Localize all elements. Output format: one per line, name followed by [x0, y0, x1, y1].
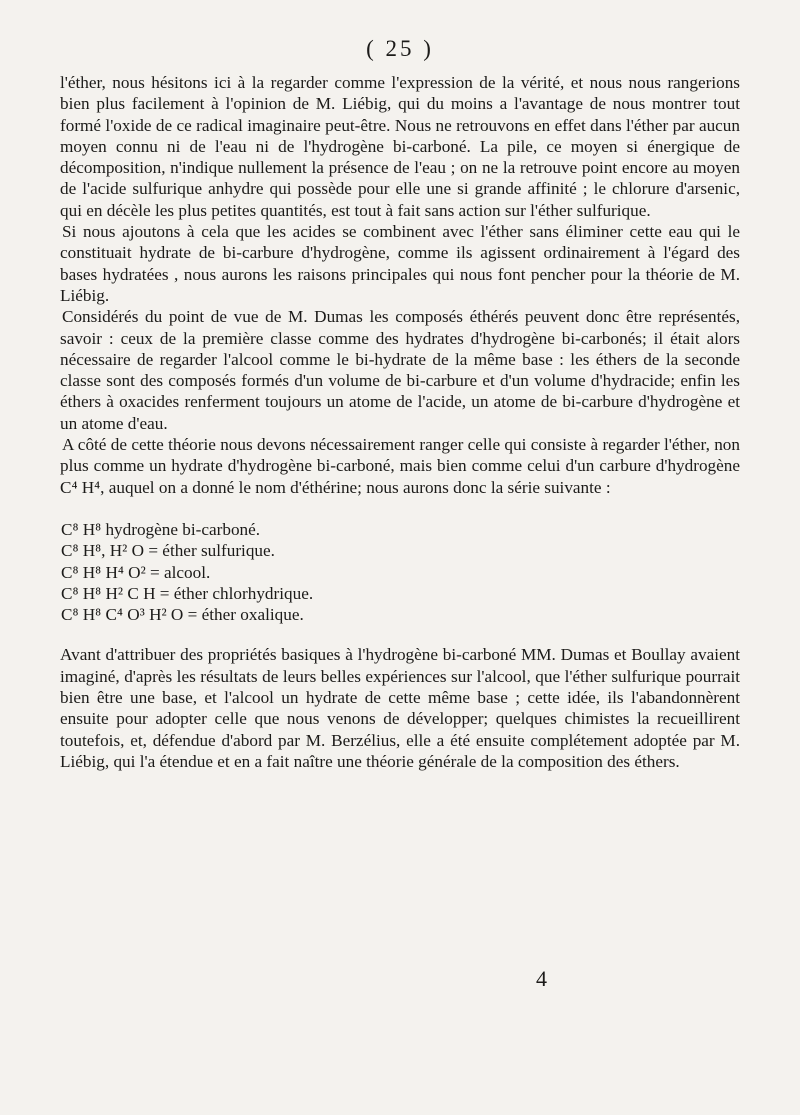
formula-line: C⁸ H⁸ H² C H = éther chlorhydrique.: [61, 583, 314, 603]
formula-line: C⁸ H⁸ hydrogène bi-carboné.: [61, 519, 261, 539]
body-text: [60, 72, 740, 772]
formula-line: C⁸ H⁸ H⁴ O² = alcool.: [61, 562, 211, 582]
page-number: ( 25 ): [366, 36, 434, 61]
signature-mark: 4: [536, 966, 547, 991]
formula-line: C⁸ H⁸, H² O = éther sulfurique.: [61, 541, 275, 561]
formula-line: C⁸ H⁸ C⁴ O³ H² O = éther oxalique.: [61, 605, 304, 625]
formula-list: [60, 519, 740, 625]
paragraph: l'éther, nous hésitons ici à la regarder comme l'expression de la vérité, et nous nous rangerions bien plus facilement à l'opinion de M. Liébig, qui du moins a l'avantage de nous montrer tout formé l'oxide de ce radical imaginaire peut-être. Nous ne retrouvons en effet dans l'éther par aucun moyen connu ni de l'eau ni de l'hydrogène bi-carboné. La pile, ce moyen si énergique de décomposition, n'indique nullement la présence de l'eau ; on ne la retrouve point encore au moyen de l'acide sulfurique anhydre qui possède pour elle une si grande affinité ; le chlorure d'arsenic, qui en décèle les plus petites quantités, est tout à fait sans action sur l'éther sulfurique.: [60, 73, 740, 220]
paragraph: Si nous ajoutons à cela que les acides se combinent avec l'éther sans éliminer cette eau qui le constituait hydrate de bi-carbure d'hydrogène, comme ils agissent ordinairement à l'égard des bases hydratées , nous aurons les raisons principales qui nous font pencher pour la théorie de M. Liébig.: [60, 222, 740, 305]
paragraph: Avant d'attribuer des propriétés basiques à l'hydrogène bi-carboné MM. Dumas et Boullay avaient imaginé, d'après les résultats de leurs belles expériences sur l'alcool, que l'éther sulfurique pourrait bien être une base, et l'alcool un hydrate de cette même base ; cette idée, ils l'abandonnèrent ensuite pour adopter celle que nous venons de développer; quelques chimistes la recueillirent toutefois, et, défendue d'abord par M. Berzélius, elle a été ensuite complétement adoptée par M. Liébig, qui l'a étendue et en a fait naître une théorie générale de la composition des éthers.: [60, 645, 740, 771]
paragraph: A côté de cette théorie nous devons nécessairement ranger celle qui consiste à regarder l'éther, non plus comme un hydrate d'hydrogène bi-carboné, mais bien comme celui d'un carbure d'hydrogène C⁴ H⁴, auquel on a donné le nom d'éthérine; nous aurons donc la série suivante :: [60, 435, 740, 497]
paragraph: Considérés du point de vue de M. Dumas les composés éthérés peuvent donc être représentés, savoir : ceux de la première classe comme des hydrates d'hydrogène bi-carbonés; il était alors nécessaire de regarder l'alcool comme le bi-hydrate de la même base : les éthers de la seconde classe sont des composés formés d'un volume de bi-carbure et d'un volume d'hydracide; enfin les éthers à oxacides renferment toujours un atome de l'acide, un atome de bi-carbure d'hydrogène et un atome d'eau.: [60, 307, 740, 433]
